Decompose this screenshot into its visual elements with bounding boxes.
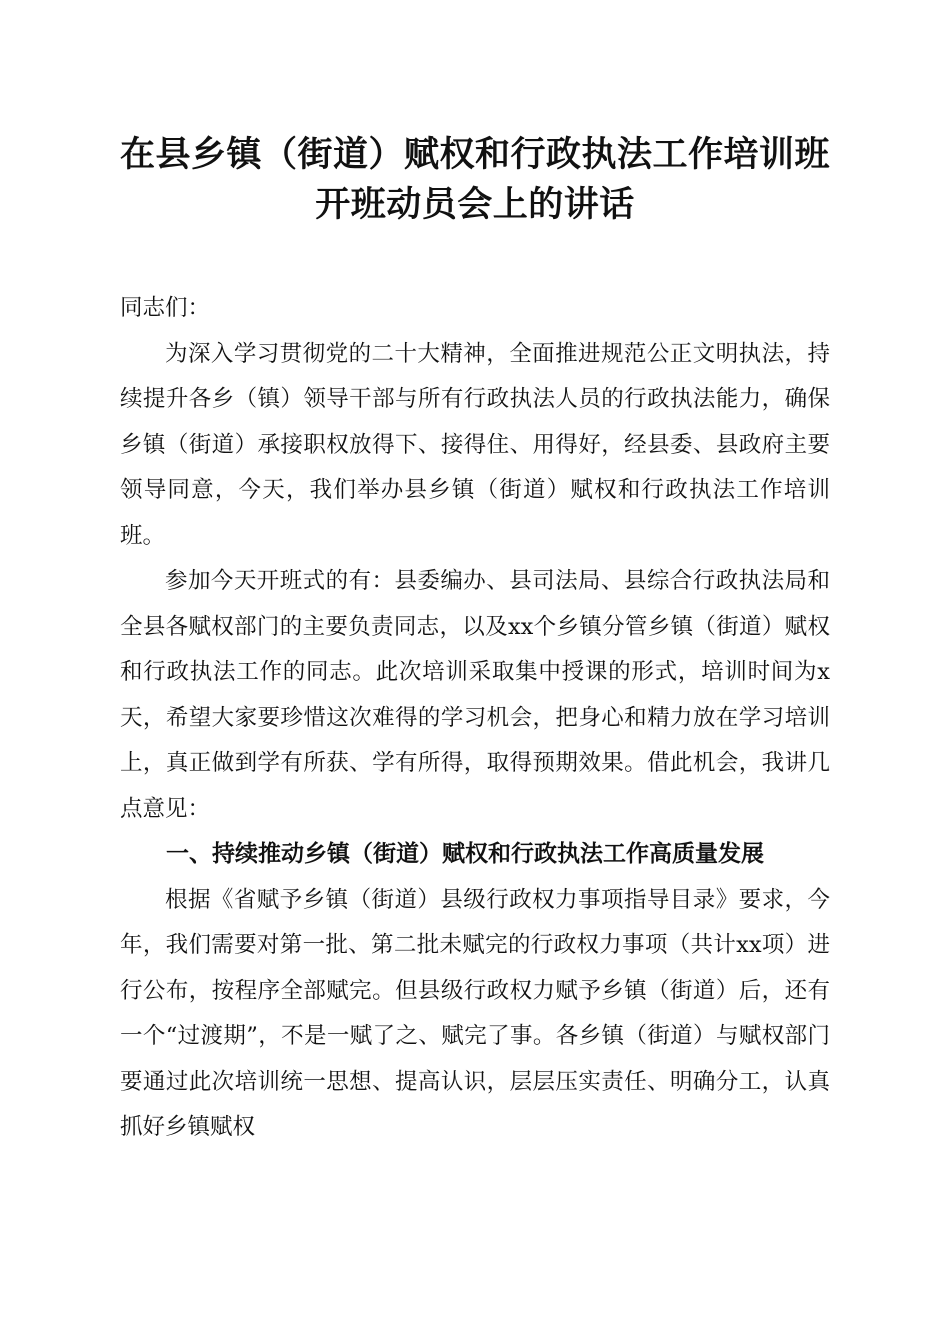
document-body xyxy=(120,286,830,1151)
title-line-2: 开班动员会上的讲话 xyxy=(315,185,635,225)
title-line-1: 在县乡镇（街道）赋权和行政执法工作培训班 xyxy=(120,135,831,175)
paragraph-intro: 为深入学习贯彻党的二十大精神，全面推进规范公正文明执法，持续提升各乡（镇）领导干部与所有行政执法人员的行政执法能力，确保乡镇（街道）承接职权放得下、接得住、用得好，经县委、县政府主要领导同意，今天，我们举办县乡镇（街道）赋权和行政执法工作培训班。 xyxy=(120,340,830,549)
paragraph-section-1: 根据《省赋予乡镇（街道）县级行政权力事项指导目录》要求，今年，我们需要对第一批、第二批未赋完的行政权力事项（共计xx项）进行公布，按程序全部赋完。但县级行政权力赋予乡镇（街道）后，还有一个“过渡期”，不是一赋了之、赋完了事。各乡镇（街道）与赋权部门要通过此次培训统一思想、提高认识，层层压实责任、明确分工，认真抓好乡镇赋权 xyxy=(120,886,830,1140)
paragraph-attendees: 参加今天开班式的有：县委编办、县司法局、县综合行政执法局和全县各赋权部门的主要负责同志，以及xx个乡镇分管乡镇（街道）赋权和行政执法工作的同志。此次培训采取集中授课的形式，培训时间为x天，希望大家要珍惜这次难得的学习机会，把身心和精力放在学习培训上，真正做到学有所获、学有所得，取得预期效果。借此机会，我讲几点意见： xyxy=(120,568,830,822)
document-page xyxy=(120,130,830,1151)
section-heading-1: 一、持续推动乡镇（街道）赋权和行政执法工作高质量发展 xyxy=(166,841,764,867)
salutation: 同志们： xyxy=(120,295,211,321)
document-title xyxy=(120,130,830,230)
